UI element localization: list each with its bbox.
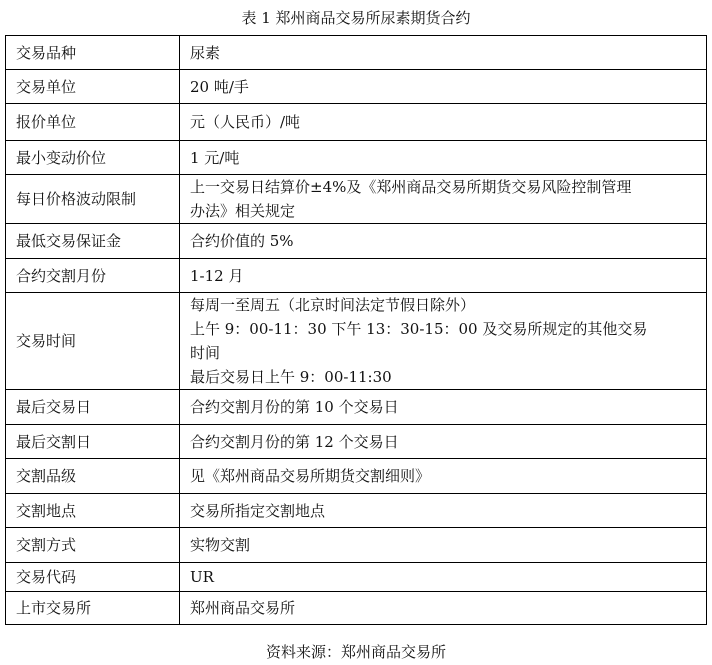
row-label: 交割地点: [6, 494, 180, 528]
row-value-line: UR: [190, 568, 214, 586]
row-label: 交割方式: [6, 528, 180, 563]
row-value: [180, 104, 707, 141]
row-label: 每日价格波动限制: [6, 175, 180, 224]
table-row: [6, 425, 707, 459]
row-value: [180, 259, 707, 293]
row-value: [180, 293, 707, 390]
row-value-line: 20 吨/手: [190, 77, 249, 96]
row-value-line: 办法》相关规定: [190, 202, 296, 220]
row-value-line: 郑州商品交易所: [190, 599, 296, 617]
row-value: [180, 459, 707, 494]
row-value: [180, 224, 707, 259]
row-value-line: 1 元/吨: [190, 148, 240, 167]
row-label: 交易单位: [6, 70, 180, 104]
table-row: [6, 528, 707, 563]
row-value: [180, 563, 707, 592]
row-value-line: 交易所指定交割地点: [190, 501, 326, 520]
row-label: 交易品种: [6, 36, 180, 70]
row-value: [180, 528, 707, 563]
row-label: 交割品级: [6, 459, 180, 494]
table-row: [6, 563, 707, 592]
row-label: 报价单位: [6, 104, 180, 141]
table-row: [6, 141, 707, 175]
row-value-line: 1-12 月: [190, 266, 244, 285]
table-row: [6, 592, 707, 625]
row-value-line: 每周一至周五（北京时间法定节假日除外）: [190, 296, 476, 314]
row-value-line: 时间: [190, 344, 221, 362]
table-row: [6, 459, 707, 494]
source-note: 资料来源：郑州商品交易所: [265, 643, 446, 661]
row-value-line: 尿素: [190, 43, 221, 62]
row-value-line: 上一交易日结算价±4%及《郑州商品交易所期货交易风险控制管理: [190, 178, 632, 196]
table-row: [6, 36, 707, 70]
row-label: 交易时间: [6, 293, 180, 390]
row-value: [180, 425, 707, 459]
table-body: [6, 36, 707, 625]
row-label: 最小变动价位: [6, 141, 180, 175]
row-value: [180, 494, 707, 528]
row-value: [180, 141, 707, 175]
table-caption: 表 1 郑州商品交易所尿素期货合约: [241, 9, 471, 27]
row-value-line: 实物交割: [190, 536, 251, 554]
row-label: 最低交易保证金: [6, 224, 180, 259]
contract-spec-table: [5, 35, 707, 625]
table-row: [6, 175, 707, 224]
row-value: [180, 70, 707, 104]
row-label: 合约交割月份: [6, 259, 180, 293]
table-row: [6, 259, 707, 293]
table-row: [6, 390, 707, 425]
row-value: [180, 390, 707, 425]
row-value: [180, 592, 707, 625]
row-label: 交易代码: [6, 563, 180, 592]
row-label: 最后交割日: [6, 425, 180, 459]
table-row: [6, 494, 707, 528]
row-value-line: 见《郑州商品交易所期货交割细则》: [190, 467, 431, 485]
row-value-line: 元（人民币）/吨: [190, 113, 301, 131]
row-label: 最后交易日: [6, 390, 180, 425]
table-row: [6, 70, 707, 104]
table-row: [6, 224, 707, 259]
row-value: [180, 175, 707, 224]
row-value: [180, 36, 707, 70]
table-row: [6, 293, 707, 390]
row-value-line: 合约交割月份的第 10 个交易日: [190, 398, 399, 416]
row-value-line: 上午 9：00-11：30 下午 13：30-15：00 及交易所规定的其他交易: [190, 320, 648, 338]
table-row: [6, 104, 707, 141]
row-value-line: 合约交割月份的第 12 个交易日: [190, 432, 399, 451]
row-value-line: 最后交易日上午 9：00-11:30: [190, 368, 392, 386]
row-label: 上市交易所: [6, 592, 180, 625]
row-value-line: 合约价值的 5%: [190, 232, 294, 250]
